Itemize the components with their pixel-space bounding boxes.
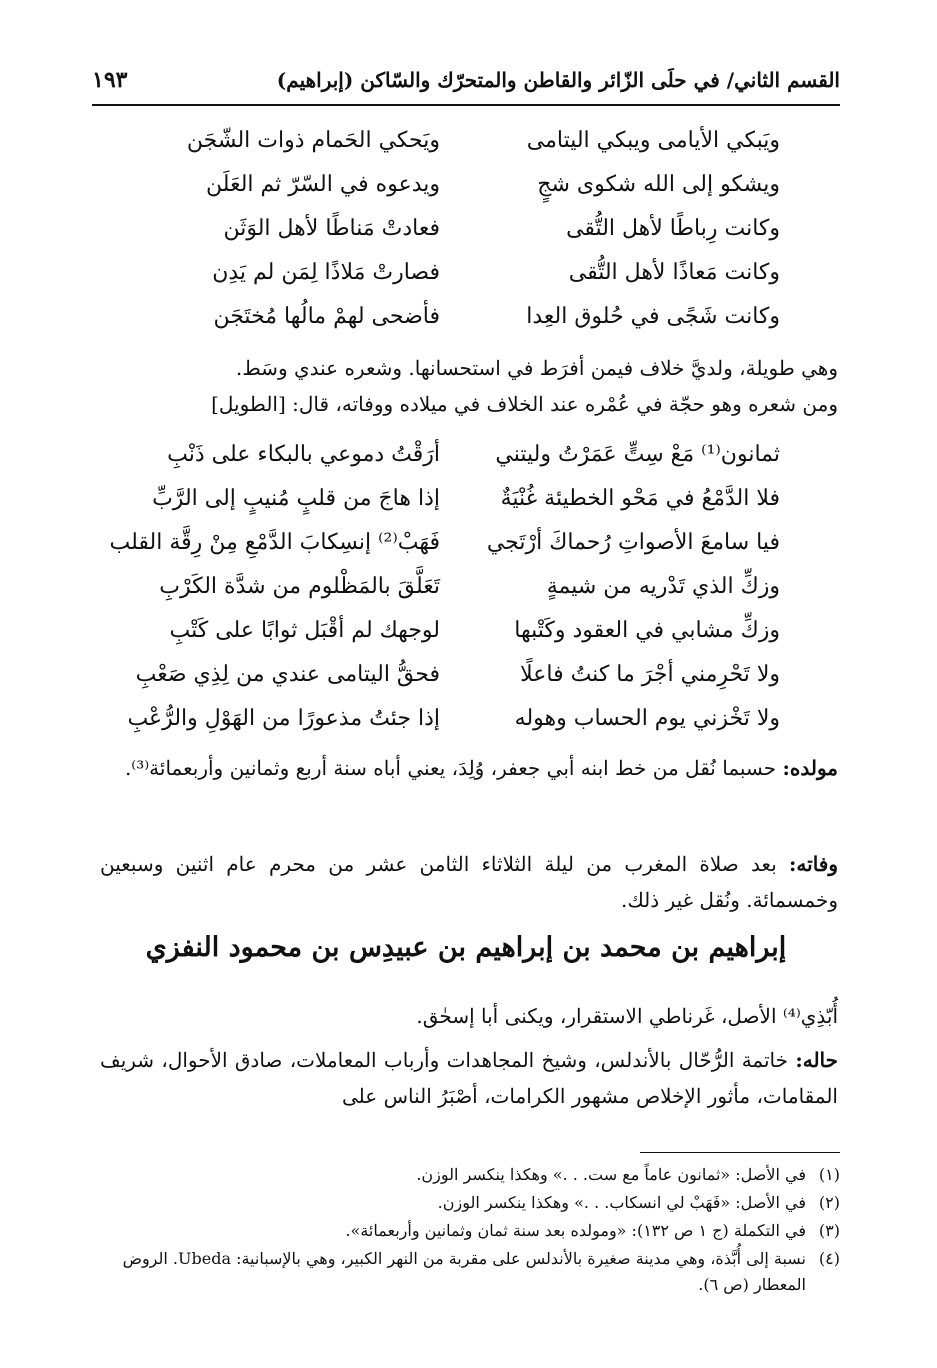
verse-hemistich-second: ويدعوه في السّرّ ثم العَلَن [206,172,440,197]
verse-line [92,122,840,168]
hal-text: خاتمة الرُّحّال بالأندلس، وشيخ المجاهدات وأرباب المعاملات، صادق الأحوال، شريف المقامات، مأثور الإخلاص مشهور الكرامات، أصْبَرُ الناس على [100,1048,838,1108]
verse-line [92,166,840,212]
hal-label: حاله: [795,1048,838,1072]
running-header [92,62,840,98]
footnote-number: (١) [818,1165,840,1184]
hal-paragraph [100,1042,838,1114]
verse-hemistich-second: أرَقْتُ دموعي بالبكاء على ذَنْبِ [167,442,440,467]
footnote-text: في التكملة (ج ١ ص ١٣٢): «ومولده بعد سنة ثمان وثمانين وأربعمائة». [345,1221,806,1240]
verse-hemistich-first: وكانت رِباطًا لأهل التُّقى [566,216,780,241]
verse-line [92,524,840,570]
verse-hemistich-first: ثمانون⁽¹⁾ مَعْ سِتٍّ عَمَرْتُ وليتني [495,442,780,467]
mawlid-label: مولده: [782,756,838,780]
verse-line [92,568,840,614]
wafat-paragraph [100,846,838,918]
header-rule [92,104,840,106]
verse-line [92,700,840,746]
verse-hemistich-second: فصارتْ مَلاذًا لِمَن لم يَدِن [212,260,440,285]
verse-line [92,612,840,658]
header-title: القسم الثاني/ في حلَى الزّائر والقاطن والمتحرّك والسّاكن (إبراهيم) [276,68,840,92]
footnote-text: في الأصل: «فَهَبْ لي انسكاب. . .» وهكذا ينكسر الوزن. [437,1193,806,1212]
verse-hemistich-first: ويَبكي الأيامى ويبكي اليتامى [526,128,780,153]
verse-hemistich-second: تَعَلَّقَ بالمَظْلوم من شدَّة الكَرْبِ [159,574,440,599]
verse-hemistich-first: فلا الدَّمْعُ في مَحْو الخطيئة غُنْيَةٌ [500,486,780,511]
footnote [100,1246,840,1298]
paragraph: ومن شعره وهو حجّة في عُمْره عند الخلاف في ميلاده ووفاته، قال: [الطويل] [211,392,838,416]
footnote [100,1190,840,1216]
wafat-label: وفاته: [789,852,838,876]
verse-hemistich-second: إذا هاجَ من قلبٍ مُنيبٍ إلى الرَّبِّ [152,486,440,511]
footnote-text: نسبة إلى أُبَّذة، وهي مدينة صغيرة بالأندلس على مقربة من النهر الكبير، وهي بالإسبانية: Ubeda. الروض المعطار (ص ٦). [122,1249,806,1294]
verse-line [92,480,840,526]
verse-line [92,254,840,300]
footnote [100,1218,840,1244]
verse-hemistich-second: لوجهك لم أقْبَل ثوابًا على كَتْبِ [169,618,440,643]
verse-hemistich-first: فيا سامعَ الأصواتِ رُحماكَ أرْتَجي [486,530,780,555]
footnote-text: في الأصل: «ثمانون عاماً مع ست. . .» وهكذا ينكسر الوزن. [416,1165,806,1184]
verse-hemistich-second: فأضحى لهمْ مالُها مُختَجَن [213,304,440,329]
person-heading: إبراهيم بن محمد بن إبراهيم بن عبيدِس بن محمود النفزي [145,932,787,963]
mawlid-paragraph [100,750,838,786]
footnote-rule [640,1152,840,1153]
verse-hemistich-first: ولا تَحْرِمني أجْرَ ما كنتُ فاعلًا [520,662,780,687]
page-number: ١٩٣ [92,67,128,93]
verse-line [92,210,840,256]
verse-hemistich-second: ويَحكي الحَمام ذوات الشّجَن [186,128,440,153]
verse-line [92,298,840,344]
footnote [100,1162,840,1188]
verse-hemistich-first: وكانت مَعاذًا لأهل التُّقى [568,260,780,285]
verse-hemistich-second: فعادتْ مَناطًا لأهل الوَثَن [223,216,440,241]
verse-hemistich-first: وزكِّ مشابي في العقود وكَتْبها [514,618,780,643]
verse-hemistich-first: ولا تَخْزني يوم الحساب وهوله [514,706,780,731]
verse-hemistich-first: وكانت شَجًى في حُلوق العِدا [526,304,780,329]
verse-hemistich-first: وزكِّ الذي تَدْريه من شيمةٍ [546,574,780,599]
verse-hemistich-second: فحقُّ اليتامى عندي من لِذِي صَعْبِ [135,662,440,687]
verse-hemistich-first: ويشكو إلى الله شكوى شجٍ [537,172,780,197]
footnote-number: (٣) [818,1221,840,1240]
footnote-number: (٢) [818,1193,840,1212]
nisba-paragraph: أُبّذِي⁽⁴⁾ الأصل، غَرناطي الاستقرار، ويكنى أبا إسحٰق. [416,1004,838,1028]
verse-hemistich-second: إذا جئتُ مذعورًا من الهَوْلِ والرُّعْبِ [127,706,440,731]
verse-line [92,436,840,482]
paragraph: وهي طويلة، ولديَّ خلاف فيمن أفرَط في استحسانها. وشعره عندي وسَط. [235,356,838,380]
wafat-text: بعد صلاة المغرب من ليلة الثلاثاء الثامن عشر من محرم عام اثنين وسبعين وخمسمائة. ونُقل غير ذلك. [100,852,838,912]
footnote-number: (٤) [818,1249,840,1268]
verse-hemistich-second: فَهَبْ⁽²⁾ إنسِكابَ الدَّمْعِ مِنْ رِقَّة القلب [109,530,440,555]
verse-line [92,656,840,702]
mawlid-text: حسبما نُقل من خط ابنه أبي جعفر، وُلِدَ، يعني أباه سنة أربع وثمانين وأربعمائة⁽³⁾. [124,756,783,780]
